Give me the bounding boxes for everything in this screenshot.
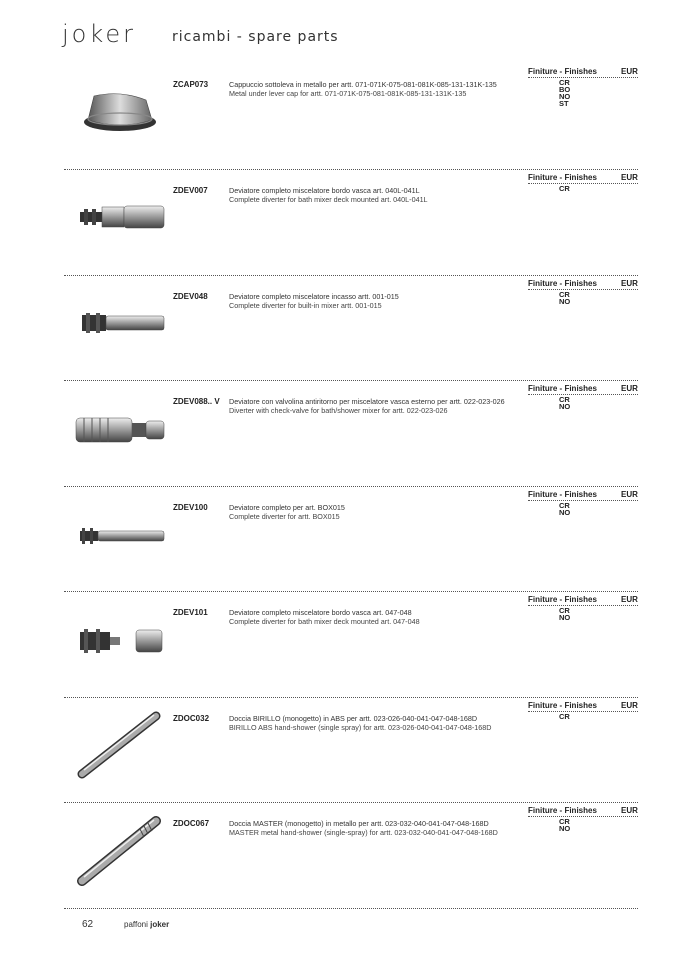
finishes-list [559,713,570,720]
finishes-header: Finiture - Finishes [528,595,597,604]
finishes-header: Finiture - Finishes [528,806,597,815]
description-it: Cappuccio sottoleva in metallo per artt. 071-071K-075-081-081K-085-131-131K-135 [229,80,497,89]
product-row [64,170,638,276]
finishes-header: Finiture - Finishes [528,173,597,182]
product-row [64,803,638,909]
finishes-header: Finiture - Finishes [528,384,597,393]
lever-cap-image [70,90,170,134]
eur-header: EUR [621,279,638,288]
finish-code: NO [559,92,571,101]
footer-company: paffoni [124,920,148,929]
product-description [229,80,529,98]
product-row [64,381,638,487]
product-code: ZDEV007 [173,186,208,195]
product-code: ZCAP073 [173,80,209,89]
hand-shower-image [70,815,170,887]
description-it: Deviatore completo miscelatore bordo vasca art. 047-048 [229,608,412,617]
product-description [229,819,529,837]
product-row [64,487,638,593]
finishes-header: Finiture - Finishes [528,701,597,710]
product-code: ZDEV101 [173,608,208,617]
diverter-image [70,626,170,656]
description-it: Doccia MASTER (monogetto) in metallo per artt. 023-032-040-041-047-048-168D [229,819,489,828]
diverter-image [70,525,170,547]
description-it: Doccia BIRILLO (monogetto) in ABS per artt. 023-026-040-041-047-048-168D [229,714,478,723]
finishes-list [559,607,570,621]
finishes-header: Finiture - Finishes [528,490,597,499]
finishes-header: Finiture - Finishes [528,279,597,288]
header-divider [528,394,638,395]
eur-header: EUR [621,595,638,604]
finish-code: CR [559,817,570,826]
header-divider [528,605,638,606]
brand-title: joker [62,20,137,48]
finish-code: CR [559,501,570,510]
diverter-image [70,415,170,445]
hand-shower-image [70,710,170,780]
description-en: Metal under lever cap for artt. 071-071K-075-081-081K-085-131-131K-135 [229,89,467,98]
finish-code: CR [559,606,570,615]
product-description [229,714,529,732]
eur-header: EUR [621,490,638,499]
eur-header: EUR [621,384,638,393]
finish-code: CR [559,78,570,87]
finishes-list [559,502,570,516]
footer-brand [124,920,169,929]
finish-code: NO [559,824,571,833]
header-divider [528,289,638,290]
finishes-list [559,818,570,832]
product-description [229,292,529,310]
product-code: ZDOC067 [173,819,210,828]
finish-code: CR [559,184,570,193]
finishes-list [559,79,570,107]
page-number: 62 [82,919,94,930]
product-description [229,608,529,626]
header-divider [528,816,638,817]
description-en: Complete diverter for artt. BOX015 [229,512,340,521]
header-divider [528,500,638,501]
product-description [229,186,529,204]
product-row [64,698,638,804]
finish-code: NO [559,297,571,306]
product-code: ZDEV088.. V [173,397,220,406]
footer-collection: joker [150,920,170,929]
product-row [64,276,638,382]
eur-header: EUR [621,67,638,76]
finish-code: CR [559,395,570,404]
description-it: Deviatore completo per art. BOX015 [229,503,345,512]
diverter-image [70,202,170,232]
header-divider [528,711,638,712]
eur-header: EUR [621,701,638,710]
product-row [64,64,638,170]
product-row [64,592,638,698]
finish-code: CR [559,290,570,299]
finish-code: ST [559,99,569,108]
finish-code: NO [559,508,571,517]
description-en: BIRILLO ABS hand-shower (single spray) for artt. 023-026-040-041-047-048-168D [229,723,492,732]
header-divider [528,183,638,184]
finishes-list [559,185,570,192]
description-en: Complete diverter for built-in mixer artt. 001-015 [229,301,382,310]
description-it: Deviatore completo miscelatore bordo vasca art. 040L-041L [229,186,420,195]
finish-code: NO [559,402,571,411]
product-description [229,397,529,415]
product-code: ZDEV100 [173,503,208,512]
description-it: Deviatore con valvolina antiritorno per miscelatore vasca esterno per artt. 022-023-026 [229,397,505,406]
eur-header: EUR [621,173,638,182]
finish-code: BO [559,85,571,94]
footer-divider [64,908,638,909]
finishes-list [559,396,570,410]
finish-code: CR [559,712,570,721]
header-divider [528,77,638,78]
page-subtitle: ricambi - spare parts [172,29,339,45]
eur-header: EUR [621,806,638,815]
description-en: Complete diverter for bath mixer deck mounted art. 047-048 [229,617,420,626]
finishes-header: Finiture - Finishes [528,67,597,76]
finish-code: NO [559,613,571,622]
description-en: MASTER metal hand-shower (single-spray) for artt. 023-032-040-041-047-048-168D [229,828,498,837]
product-code: ZDEV048 [173,292,208,301]
diverter-image [70,310,170,336]
finishes-list [559,291,570,305]
description-en: Complete diverter for bath mixer deck mounted art. 040L-041L [229,195,428,204]
product-code: ZDOC032 [173,714,210,723]
product-description [229,503,529,521]
description-it: Deviatore completo miscelatore incasso artt. 001-015 [229,292,399,301]
description-en: Diverter with check-valve for bath/shower mixer for artt. 022-023-026 [229,406,448,415]
